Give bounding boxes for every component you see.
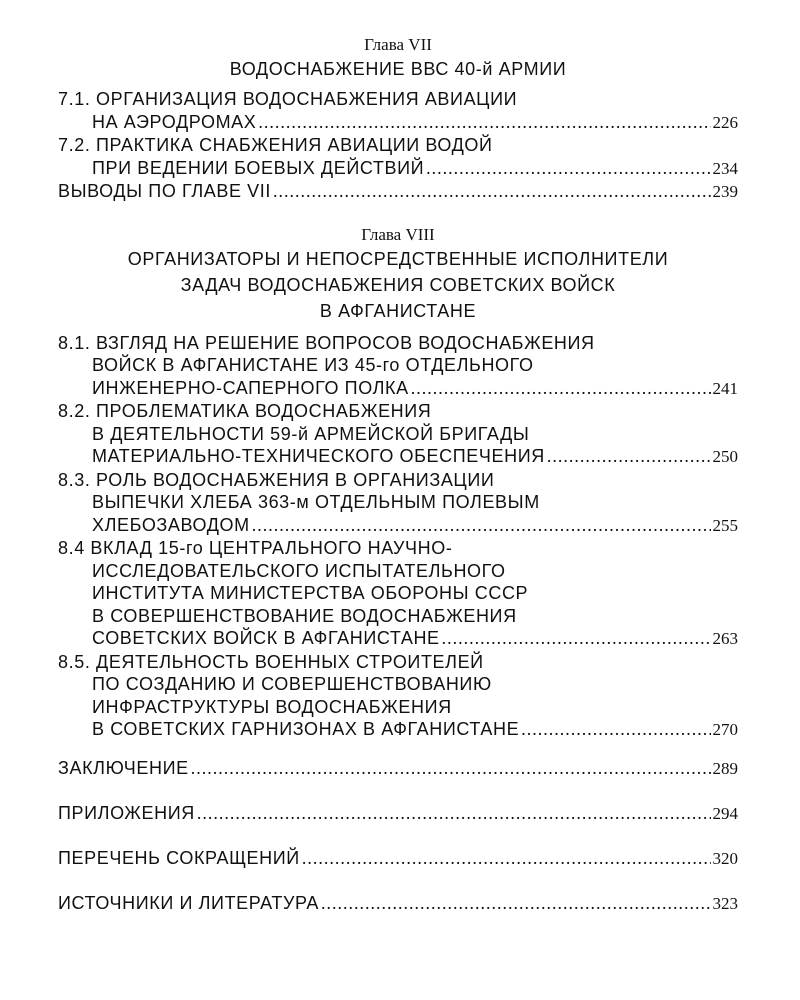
entry-line: ИССЛЕДОВАТЕЛЬСКОГО ИСПЫТАТЕЛЬНОГО bbox=[92, 560, 506, 581]
entry-title: ИСТОЧНИКИ И ЛИТЕРАТУРА bbox=[58, 892, 320, 913]
entry-line: В СОВЕРШЕНСТВОВАНИЕ ВОДОСНАБЖЕНИЯ bbox=[92, 605, 517, 626]
page-number: 294 bbox=[712, 803, 738, 823]
chapter-8-entries bbox=[58, 332, 738, 742]
entry-line: ИНЖЕНЕРНО-САПЕРНОГО ПОЛКА bbox=[92, 377, 409, 398]
toc-entry-conclusion[interactable] bbox=[58, 758, 738, 779]
toc-entry-appendices[interactable] bbox=[58, 803, 738, 824]
entry-line: СОВЕТСКИХ ВОЙСК В АФГАНИСТАНЕ bbox=[92, 628, 440, 648]
toc-entry[interactable] bbox=[58, 537, 738, 651]
entry-line: ВЫПЕЧКИ ХЛЕБА 363-м ОТДЕЛЬНЫМ ПОЛЕВЫМ bbox=[92, 492, 540, 512]
entry-last-line bbox=[58, 377, 738, 401]
entry-last-line bbox=[58, 627, 738, 651]
toc-entry[interactable] bbox=[58, 134, 738, 180]
toc-entry-abbreviations[interactable] bbox=[58, 848, 738, 869]
chapter-label: Глава VIII bbox=[361, 224, 435, 244]
page-number: 226 bbox=[712, 112, 738, 132]
page-number: 270 bbox=[712, 720, 738, 739]
page-number: 289 bbox=[712, 758, 738, 778]
entry-line: ВОЙСК В АФГАНИСТАНЕ ИЗ 45-го ОТДЕЛЬНОГО bbox=[92, 355, 534, 375]
chapter-8-section bbox=[58, 224, 738, 742]
page-number: 239 bbox=[712, 182, 738, 201]
entry-line: ИНСТИТУТА МИНИСТЕРСТВА ОБОРОНЫ СССР bbox=[92, 583, 529, 603]
page-number: 323 bbox=[712, 893, 738, 913]
entry-line: 8.4 ВКЛАД 15-го ЦЕНТРАЛЬНОГО НАУЧНО- bbox=[58, 538, 453, 558]
page-number: 234 bbox=[712, 158, 738, 178]
entry-line: 7.2. ПРАКТИКА СНАБЖЕНИЯ АВИАЦИИ ВОДОЙ bbox=[58, 135, 493, 155]
dot-leader bbox=[197, 803, 711, 824]
toc-entry[interactable] bbox=[58, 469, 738, 538]
entry-line: ХЛЕБОЗАВОДОМ bbox=[92, 514, 250, 535]
chapter-title-line: ОРГАНИЗАТОРЫ И НЕПОСРЕДСТВЕННЫЕ ИСПОЛНИТЕЛИ bbox=[127, 248, 669, 269]
entry-line: НА АЭРОДРОМАХ bbox=[92, 111, 257, 132]
entry-line: 8.1. ВЗГЛЯД НА РЕШЕНИЕ ВОПРОСОВ ВОДОСНАБЖЕНИЯ bbox=[58, 332, 595, 353]
entry-last-line bbox=[58, 718, 738, 742]
entry-title: ПРИЛОЖЕНИЯ bbox=[58, 802, 195, 823]
entry-line: 7.1. ОРГАНИЗАЦИЯ ВОДОСНАБЖЕНИЯ АВИАЦИИ bbox=[58, 89, 518, 109]
chapter-label: Глава VII bbox=[364, 35, 432, 54]
chapter-7-section bbox=[58, 34, 738, 204]
entry-last-line bbox=[58, 180, 738, 204]
entry-last-line bbox=[58, 445, 738, 469]
dot-leader bbox=[442, 627, 711, 650]
entry-last-line bbox=[58, 514, 738, 538]
page-number: 250 bbox=[712, 447, 738, 466]
entry-line: МАТЕРИАЛЬНО-ТЕХНИЧЕСКОГО ОБЕСПЕЧЕНИЯ bbox=[92, 446, 545, 466]
entry-line: 8.5. ДЕЯТЕЛЬНОСТЬ ВОЕННЫХ СТРОИТЕЛЕЙ bbox=[58, 651, 484, 672]
entry-title: ЗАКЛЮЧЕНИЕ bbox=[58, 757, 189, 778]
entry-line: ИНФРАСТРУКТУРЫ ВОДОСНАБЖЕНИЯ bbox=[92, 696, 452, 717]
dot-leader bbox=[521, 718, 710, 741]
chapter-title bbox=[58, 56, 738, 82]
entry-line: 8.3. РОЛЬ ВОДОСНАБЖЕНИЯ В ОРГАНИЗАЦИИ bbox=[58, 469, 495, 490]
dot-leader bbox=[411, 377, 711, 400]
dot-leader bbox=[252, 514, 711, 537]
toc-entry[interactable] bbox=[58, 88, 738, 134]
entry-line: ВЫВОДЫ ПО ГЛАВЕ VII bbox=[58, 181, 271, 201]
entry-line: ПО СОЗДАНИЮ И СОВЕРШЕНСТВОВАНИЮ bbox=[92, 674, 492, 694]
dot-leader bbox=[426, 157, 710, 180]
toc-entry[interactable] bbox=[58, 332, 738, 401]
entry-line: 8.2. ПРОБЛЕМАТИКА ВОДОСНАБЖЕНИЯ bbox=[58, 401, 432, 421]
dot-leader bbox=[258, 111, 710, 134]
dot-leader bbox=[302, 848, 711, 869]
page-number: 320 bbox=[712, 848, 738, 868]
entry-line: В СОВЕТСКИХ ГАРНИЗОНАХ В АФГАНИСТАНЕ bbox=[92, 719, 520, 739]
chapter-title-line: В АФГАНИСТАНЕ bbox=[319, 300, 477, 321]
table-of-contents-page bbox=[58, 34, 738, 914]
entry-title: ПЕРЕЧЕНЬ СОКРАЩЕНИЙ bbox=[58, 847, 300, 868]
page-number: 241 bbox=[712, 378, 738, 398]
dot-leader bbox=[321, 893, 710, 914]
toc-entry-sources[interactable] bbox=[58, 893, 738, 914]
chapter-7-entries bbox=[58, 88, 738, 204]
chapter-title bbox=[58, 246, 738, 324]
entry-last-line bbox=[58, 111, 738, 135]
chapter-title-line: ВОДОСНАБЖЕНИЕ ВВС 40-й АРМИИ bbox=[229, 59, 567, 79]
dot-leader bbox=[273, 180, 711, 203]
page-number: 255 bbox=[712, 515, 738, 535]
entry-line: ПРИ ВЕДЕНИИ БОЕВЫХ ДЕЙСТВИЙ bbox=[92, 157, 425, 178]
page-number: 263 bbox=[712, 629, 738, 648]
dot-leader bbox=[547, 445, 711, 468]
entry-last-line bbox=[58, 157, 738, 181]
chapter-title-line: ЗАДАЧ ВОДОСНАБЖЕНИЯ СОВЕТСКИХ ВОЙСК bbox=[180, 274, 616, 295]
entry-line: В ДЕЯТЕЛЬНОСТИ 59-й АРМЕЙСКОЙ БРИГАДЫ bbox=[92, 423, 530, 444]
end-sections bbox=[58, 758, 738, 914]
toc-entry[interactable] bbox=[58, 651, 738, 742]
dot-leader bbox=[191, 758, 711, 779]
toc-entry[interactable] bbox=[58, 180, 738, 204]
toc-entry[interactable] bbox=[58, 400, 738, 469]
